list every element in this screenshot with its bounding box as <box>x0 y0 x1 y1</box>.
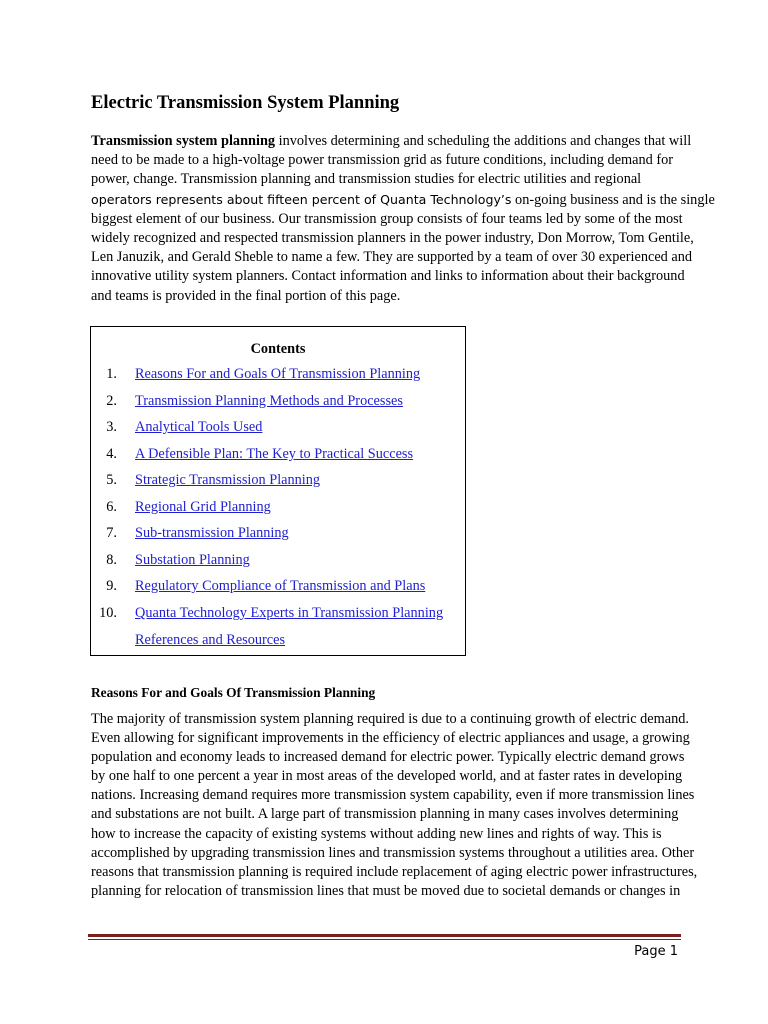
section-line: The majority of transmission system planning required is due to a continuing growth of electric demand. <box>91 711 689 727</box>
toc-link-defensible-plan[interactable]: A Defensible Plan: The Key to Practical Success <box>135 446 414 462</box>
toc-item-number: 10. <box>99 605 117 621</box>
section-line: Even allowing for significant improvements in the efficiency of electric appliances and usage, a growing <box>91 730 690 747</box>
intro-line: biggest element of our business. Our transmission group consists of four teams led by some of the most <box>91 210 683 227</box>
toc-item <box>91 630 465 650</box>
toc-item <box>91 603 465 623</box>
intro-line <box>91 132 691 151</box>
intro-line: Len Januzik, and Gerald Sheble to name a few. They are supported by a team of over 30 experienced and <box>91 249 693 266</box>
toc-item <box>91 576 465 596</box>
toc-item-number: 5. <box>106 472 117 488</box>
section-line: planning for relocation of transmission lines that must be moved due to societal demands or changes in <box>91 882 681 899</box>
toc-link-regional-grid[interactable]: Regional Grid Planning <box>135 499 271 515</box>
toc-item <box>91 523 465 543</box>
section-line: how to increase the capacity of existing systems without adding new lines and rights of way. This is <box>91 825 662 842</box>
section-heading: Reasons For and Goals Of Transmission Planning <box>91 685 376 700</box>
section-line: nations. Increasing demand requires more transmission system capability, even if more transmission lines <box>91 787 695 804</box>
footer-rule <box>88 934 681 937</box>
intro-line: innovative utility system planners. Contact information and links to information about their background <box>91 268 685 285</box>
toc-item-number: 4. <box>106 446 117 462</box>
toc-item-number: 9. <box>106 578 117 594</box>
toc-link-strategic-planning[interactable]: Strategic Transmission Planning <box>135 472 321 488</box>
section-line: reasons that transmission planning is required include replacement of aging electric power infrastructures, <box>91 863 698 880</box>
table-of-contents <box>90 326 466 656</box>
footer-rule <box>88 939 681 940</box>
toc-item <box>91 550 465 570</box>
toc-link-reasons-goals[interactable]: Reasons For and Goals Of Transmission Planning <box>135 366 421 382</box>
contents-heading: Contents <box>250 341 306 357</box>
toc-item-number: 8. <box>106 552 117 568</box>
toc-item <box>91 391 465 411</box>
intro-bold-lead: Transmission system planning <box>91 133 276 149</box>
intro-line: power, change. Transmission planning and transmission studies for electric utilities and regional <box>91 171 642 188</box>
intro-line: widely recognized and respected transmission planners in the power industry, Don Morrow, Tom Gentile, <box>91 230 694 247</box>
toc-item-number: 7. <box>106 525 117 541</box>
toc-item-number: 2. <box>106 393 117 409</box>
toc-link-regulatory-compliance[interactable]: Regulatory Compliance of Transmission and Plans <box>135 578 426 594</box>
toc-link-quanta-experts[interactable]: Quanta Technology Experts in Transmission Planning <box>135 605 444 621</box>
section-line: and substations are not built. A large part of transmission planning in many cases involves determining <box>91 806 679 823</box>
page-number: Page 1 <box>634 944 678 959</box>
toc-link-sub-transmission[interactable]: Sub-transmission Planning <box>135 525 289 541</box>
intro-paragraph <box>91 132 715 306</box>
toc-link-substation-planning[interactable]: Substation Planning <box>135 552 250 568</box>
section-paragraph <box>91 710 698 901</box>
intro-line: and teams is provided in the final portion of this page. <box>91 287 401 304</box>
toc-item-number: 3. <box>106 419 117 435</box>
section-line: population and economy leads to increased demand for electric power. Typically electric demand grows <box>91 749 685 766</box>
toc-item <box>91 470 465 490</box>
toc-link-analytical-tools[interactable]: Analytical Tools Used <box>135 419 263 435</box>
toc-item <box>91 444 465 464</box>
intro-line <box>91 190 715 210</box>
toc-link-references-resources[interactable]: References and Resources <box>135 632 286 648</box>
intro-first-line-rest: involves determining and scheduling the additions and changes that will <box>275 133 692 149</box>
toc-item <box>91 497 465 517</box>
toc-item <box>91 364 465 384</box>
toc-item <box>91 417 465 437</box>
intro-line: need to be made to a high-voltage power transmission grid as future conditions, including demand for <box>91 152 674 169</box>
toc-item-number: 6. <box>106 499 117 515</box>
section-line: by one half to one percent a year in most areas of the developed world, and at faster rates in developing <box>91 768 683 785</box>
document-title: Electric Transmission System Planning <box>91 93 400 113</box>
intro-alt-font-segment: operators represents about fifteen percent of Quanta Technology’s <box>91 191 512 207</box>
toc-item-number: 1. <box>106 366 117 382</box>
intro-alt-line-rest: on-going business and is the single <box>511 191 715 208</box>
toc-link-methods-processes[interactable]: Transmission Planning Methods and Processes <box>135 393 403 409</box>
section-line: accomplished by upgrading transmission lines and transmission systems throughout a utilities area. Other <box>91 844 695 861</box>
